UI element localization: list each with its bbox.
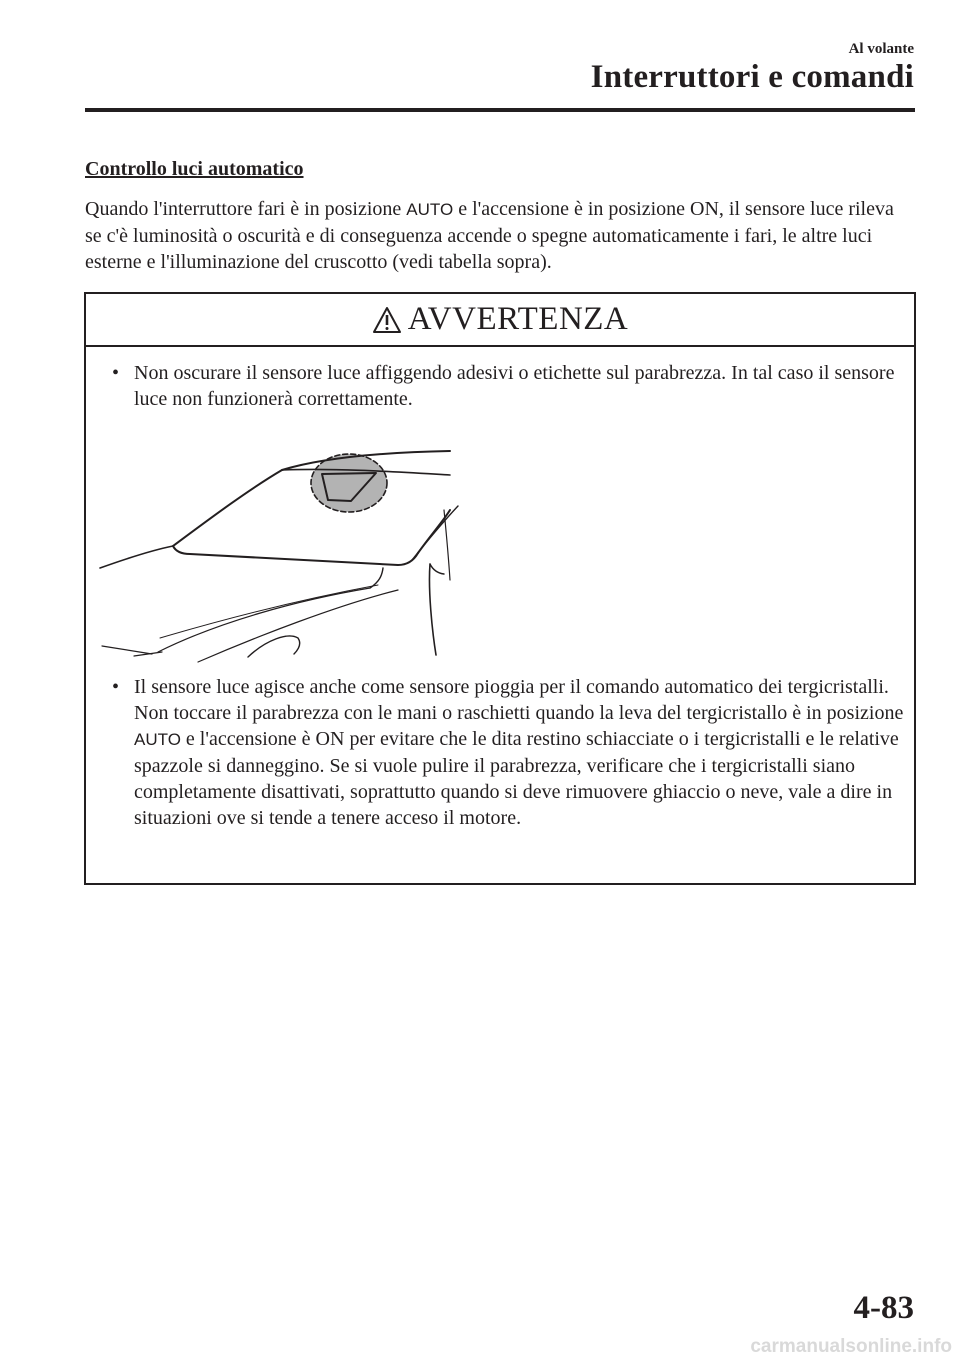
- bullet-text: [134, 674, 912, 831]
- subheading: Controllo luci automatico: [85, 158, 304, 180]
- warning-box: [84, 292, 916, 885]
- watermark: carmanualsonline.info: [750, 1336, 952, 1357]
- auto-position-label: AUTO: [406, 200, 454, 219]
- warning-triangle-icon: [372, 306, 402, 334]
- warning-title: AVVERTENZA: [407, 301, 629, 337]
- auto-position-label: AUTO: [134, 730, 181, 749]
- windshield-sensor-illustration: [98, 440, 468, 665]
- warning-header: [86, 294, 914, 347]
- section-label: Al volante: [848, 41, 914, 57]
- page-number: 4-83: [853, 1290, 914, 1326]
- bullet-2-text-end: e l'accensione è ON per evitare che le dita restino schiacciate o i tergicristalli e le relative spazzole si danneggino. Se si vuole pulire il parabrezza, verificare che i tergicristalli siano completamente disattivati, soprattutto quando si deve rimuovere ghiaccio o neve, vale a dire in situazioni ove si tende a tenere acceso il motore.: [134, 728, 899, 829]
- bullet-symbol: •: [112, 676, 120, 698]
- chapter-title: Interruttori e comandi: [590, 59, 914, 95]
- header-rule: [85, 108, 915, 112]
- bullet-symbol: •: [112, 362, 120, 384]
- bullet-text: Non oscurare il sensore luce affiggendo adesivi o etichette sul parabrezza. In tal caso il sensore luce non funzionerà correttamente.: [134, 362, 895, 410]
- intro-paragraph: [85, 196, 915, 275]
- intro-text-start: Quando l'interruttore fari è in posizione: [85, 198, 407, 220]
- bullet-2-text-start: Il sensore luce agisce anche come sensore pioggia per il comando automatico dei tergicristalli. Non toccare il parabrezza con le mani o raschietti quando la leva del tergicristallo è in posizione: [134, 676, 904, 724]
- intro-text-end: e l'accensione è in posizione ON, il sensore luce rileva se c'è luminosità o oscurità e di conseguenza accende o spegne automaticamente i fari, le altre luci esterne e l'illuminazione del cruscotto (vedi tabella sopra).: [85, 198, 894, 273]
